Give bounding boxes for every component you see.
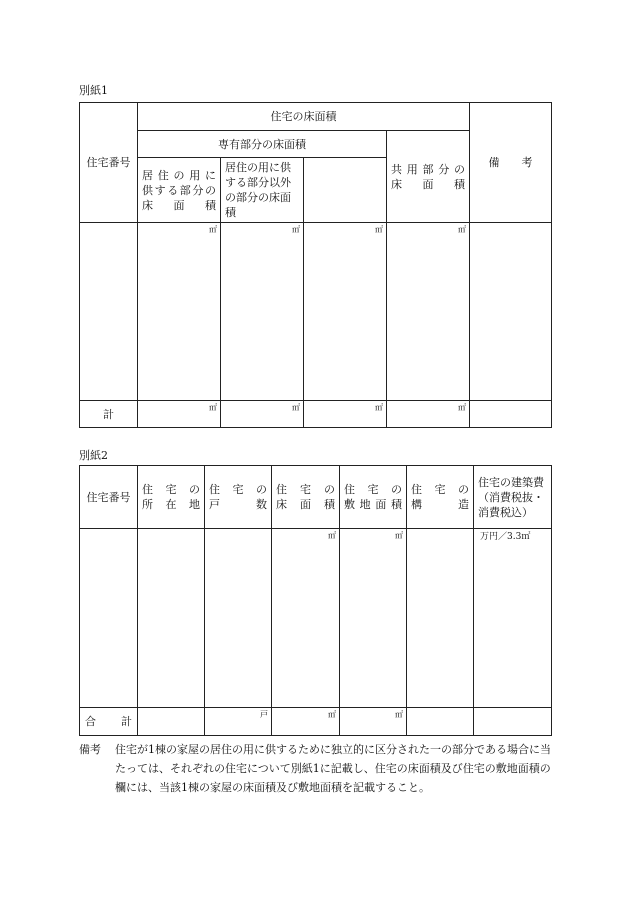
sheet1-total-remarks-cell[interactable] (470, 401, 552, 428)
remarks-text: 住宅が1棟の家屋の居住の用に供するために独立的に区分された一の部分である場合に当たっては、それぞれの住宅について別紙1に記載し、住宅の床面積及び住宅の敷地面積の欄には、当該1棟の家屋の床面積及び敷地面積を記載すること。 (115, 743, 551, 794)
structure-header-line-2: 構 造 (411, 498, 469, 511)
sheet1-total-row-label: 計 (80, 401, 138, 428)
structure-header-line-1: 住 宅 の (411, 483, 469, 496)
sheet1-total-non-residential-cell[interactable]: ㎡ (221, 401, 304, 428)
common-header-line-1: 共用部分の (391, 162, 465, 176)
sheet2-cost-cell[interactable]: 万円／3.3㎡ (474, 529, 552, 708)
sheet1-total-common-cell[interactable]: ㎡ (304, 401, 387, 428)
remarks-note (79, 740, 554, 797)
sheet1-non-residential-area-header: 居住の用に供する部分以外の部分の床面積 (221, 158, 304, 223)
sheet2-location-header (138, 466, 205, 529)
units-header-line-1: 住 宅 の (209, 483, 267, 496)
residential-header-line-1: 居住の用に (142, 168, 216, 182)
sheet1-house-number-header: 住宅番号 (80, 103, 138, 223)
sheet2-structure-cell[interactable] (407, 529, 474, 708)
sheet2-floor-area-header (272, 466, 340, 529)
location-header-line-1: 住 宅 の (142, 483, 200, 496)
sheet2-total-row-label: 合 計 (80, 708, 138, 736)
units-header-line-2: 戸 数 (209, 498, 267, 511)
sheet1-exclusive-area-header: 専有部分の床面積 (138, 131, 387, 158)
site-area-header-line-2: 敷地面積 (344, 498, 402, 511)
sheet1-residential-area-header (138, 158, 221, 223)
sheet2-total-floor-area-cell[interactable]: ㎡ (272, 708, 340, 736)
residential-header-line-3: 床 面 積 (142, 198, 216, 212)
sheet2-site-area-header (340, 466, 407, 529)
sheet2-floor-area-cell[interactable]: ㎡ (272, 529, 340, 708)
remarks-heading: 備考 (79, 743, 101, 756)
sheet1-table (79, 102, 552, 428)
sheet2-location-cell[interactable] (138, 529, 205, 708)
sheet2-units-cell[interactable] (205, 529, 272, 708)
sheet1-label: 別紙1 (79, 84, 108, 97)
sheet2-house-number-header: 住宅番号 (80, 466, 138, 529)
sheet1-residential-area-cell[interactable]: ㎡ (138, 223, 221, 401)
site-area-header-line-1: 住 宅 の (344, 483, 402, 496)
common-header-line-2: 床 面 積 (391, 177, 465, 191)
sheet1-floor-area-header: 住宅の床面積 (138, 103, 470, 131)
sheet2-site-area-cell[interactable]: ㎡ (340, 529, 407, 708)
sheet2-cost-header: 住宅の建築費（消費税抜・消費税込） (474, 466, 552, 529)
location-header-line-2: 所 在 地 (142, 498, 200, 511)
sheet2-total-row (80, 708, 552, 736)
sheet2-total-structure-cell[interactable] (407, 708, 474, 736)
sheet1-total-row (80, 401, 552, 428)
sheet2-total-location-cell[interactable] (138, 708, 205, 736)
sheet1-total-total-cell[interactable]: ㎡ (387, 401, 470, 428)
sheet1-remarks-cell[interactable] (470, 223, 552, 401)
sheet1-house-number-cell[interactable] (80, 223, 138, 401)
sheet1-non-residential-area-cell[interactable]: ㎡ (221, 223, 304, 401)
sheet2-units-header (205, 466, 272, 529)
sheet2-total-units-cell[interactable]: 戸 (205, 708, 272, 736)
sheet2-total-cost-cell[interactable] (474, 708, 552, 736)
sheet2-data-row (80, 529, 552, 708)
sheet2-house-number-cell[interactable] (80, 529, 138, 708)
sheet2-table (79, 465, 552, 736)
floor-area-header-line-1: 住 宅 の (276, 483, 335, 496)
sheet2-total-site-area-cell[interactable]: ㎡ (340, 708, 407, 736)
sheet2-label: 別紙2 (79, 449, 108, 462)
residential-header-line-2: 供する部分の (142, 183, 216, 197)
sheet1-total-cell[interactable]: ㎡ (387, 223, 470, 401)
sheet1-common-area-cell[interactable]: ㎡ (304, 223, 387, 401)
sheet1-total-residential-cell[interactable]: ㎡ (138, 401, 221, 428)
sheet1-common-area-header (387, 131, 470, 223)
sheet1-remarks-header: 備 考 (470, 103, 552, 223)
floor-area-header-line-2: 床 面 積 (276, 498, 335, 511)
sheet1-data-row (80, 223, 552, 401)
sheet2-structure-header (407, 466, 474, 529)
